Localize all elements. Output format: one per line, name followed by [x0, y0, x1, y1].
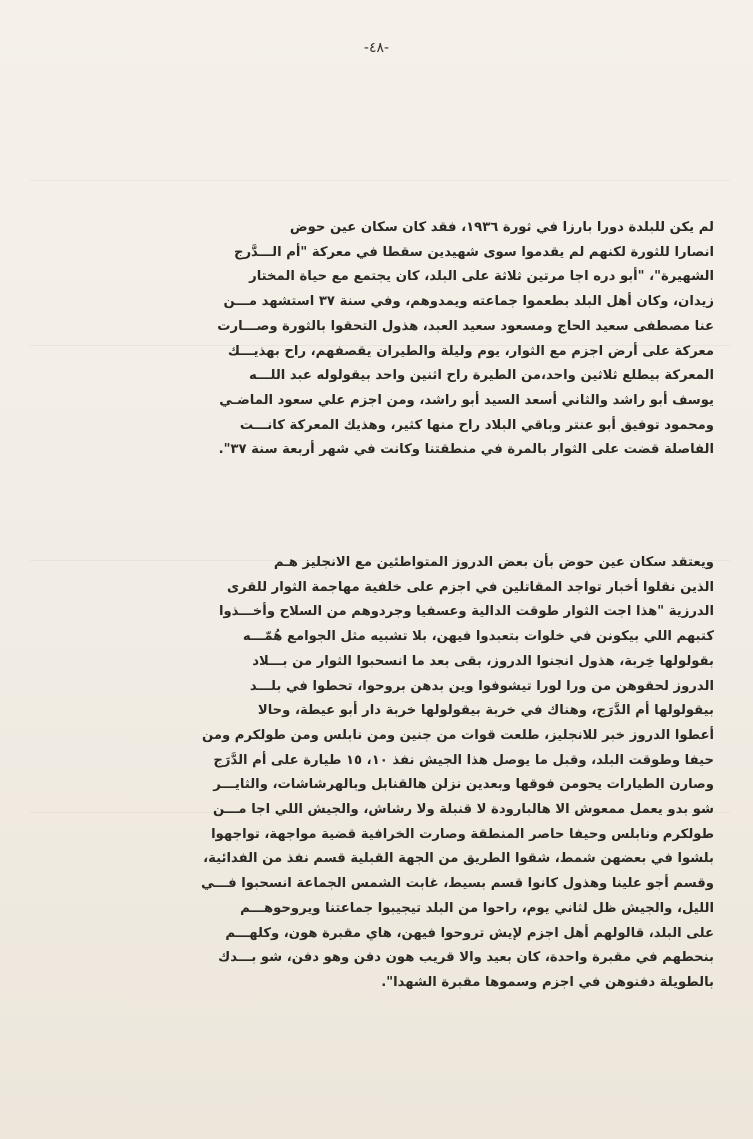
text-line: زيدان، وكان أهل البلد بطعموا جماعته ويمدوهم، وفي سنة ٣٧ استشهد مـــن [223, 294, 714, 310]
text-line: بالطويلة دفنوهن في اجزم وسموها مقبرة الشهدا". [381, 974, 714, 990]
text-line: حيفا وطوقت البلد، وقبل ما يوصل هذا الجيش نفذ ١٠، ١٥ طيارة على أم الدَّرَج [213, 752, 714, 768]
paragraph-1 [48, 216, 714, 463]
text-line: الفاصلة قضت على الثوار بالمرة في منطقتنا وكانت في شهر أربعة سنة ٣٧". [218, 442, 714, 458]
text-line: الشهيرة"، "أبو دره اجا مرتين ثلاثة على البلد، كان يجتمع مع حياة المختار [249, 269, 714, 285]
page-number: -٤٨- [363, 40, 390, 56]
text-line: بيقولولها أم الدَّرَج، وهناك في خربة بيقولولها خربة دار أبو عيطة، وحالا [257, 703, 714, 719]
paragraph-2 [48, 551, 714, 996]
text-line: لم يكن للبلدة دورا بارزا في ثورة ١٩٣٦، فقد كان سكان عين حوض [289, 220, 714, 235]
text-line: شو بدو يعمل ممعوش الا هالبارودة لا قنبلة ولا رشاش، والجيش اللي اجا مـــن [213, 802, 714, 818]
text-line: وقسم أجو علينا وهذول كانوا قسم بسيط، غابت الشمس الجماعة انسحبوا فـــي [201, 876, 714, 892]
text-line: على البلد، قالولهم أهل اجزم لإيش تروحوا فيهن، هاي مقبرة هون، وكلهـــم [225, 925, 714, 941]
text-line: أعطوا الدروز خبر للانجليز، طلعت قوات من جنين ومن نابلس ومن طولكرم ومن [201, 727, 714, 743]
text-line: الدروز لحقوهن من ورا لورا تيشوفوا وين بدهن بروحوا، تحطوا في بلـــد [249, 678, 714, 694]
text-line: الدرزية "هذا اجت الثوار طوقت الدالية وعسفيا وجردوهم من السلاح وأخـــذوا [218, 604, 714, 620]
text-line: بنحطهم في مقبرة واحدة، كان بعيد والا قريب هون دفن وهو دفن، شو بـــدك [218, 950, 714, 966]
text-line: طولكرم ونابلس وحيفا حاصر المنطقة وصارت الخرافية قضية مواجهة، تواجهوا [211, 826, 714, 842]
text-line: بقولولها خِربة، هذول انجنوا الدروز، بقى بعد ما انسحبوا الثوار من بـــلاد [252, 653, 714, 669]
text-line: ومحمود توفيق أبو عنتر وباقي البلاد راح منها كثير، وهذيك المعركة كانـــت [239, 417, 714, 433]
text-line: عنا مصطفى سعيد الحاج ومسعود سعيد العبد، هذول التحقوا بالثورة وصـــارت [217, 318, 714, 334]
show-through-line [30, 180, 730, 181]
text-line: وصارن الطيارات يحومن فوقها وبعدين نزلن هالقنابل وبالهرشاشات، والثايـــر [213, 777, 714, 793]
text-line: الذين نقلوا أخبار تواجد المقاتلين في اجزم على خلفية مهاجمة الثوار للقرى [226, 579, 714, 595]
text-line: انصارا للثورة لكنهم لم يقدموا سوى شهيدين سقطا في معركة "أم الـــدَّرج [233, 244, 714, 260]
text-line: يوسف أبو راشد والثاني أسعد السيد أبو راشد، ومن اجزم علي سعود الماضـي [219, 392, 714, 408]
text-line: بلشوا في بعضهن شمط، شقوا الطريق من الجهة القبلية قسم نفذ من الفدائية، [203, 851, 714, 867]
text-line: كتبهم اللي بيكونن في خلوات بتعبدوا فيهن، بلا تشبيه مثل الجوامع هُمّـــه [242, 629, 714, 645]
text-line: الليل، والجيش ظل لثاني يوم، راحوا من البلد تيجيبوا جماعتنا ويروحوهـــم [240, 900, 714, 916]
text-line: المعركة بيطلع ثلاثين واحد،من الطيرة راح اثنين واحد بيقولوله عبد اللـــه [248, 368, 714, 384]
text-line: ويعتقد سكان عين حوض بأن بعض الدروز المتواطئين مع الانجليز هـم [273, 555, 714, 570]
text-line: معركة على أرض اجزم مع الثوار، يوم وليلة والطيران يقصفهم، راح بهذيـــك [227, 343, 714, 359]
